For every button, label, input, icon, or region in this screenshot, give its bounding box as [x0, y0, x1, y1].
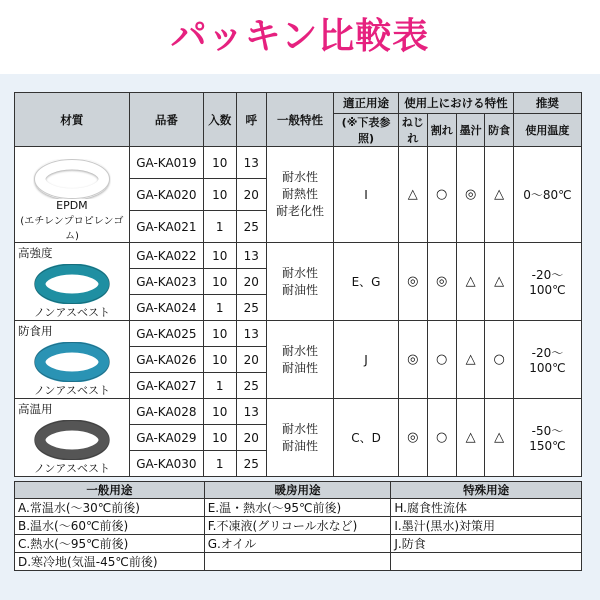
performance-rating: ○ [427, 399, 456, 477]
part-number: GA-KA028 [129, 399, 203, 425]
part-number: GA-KA022 [129, 243, 203, 269]
property-item: 耐水性 [281, 421, 318, 436]
usage-item: I.墨汁(黒水)対策用 [391, 517, 582, 535]
gasket-ring-image [33, 159, 111, 199]
nominal-size: 25 [236, 451, 266, 477]
material-name: ノンアスベスト [33, 462, 110, 475]
usage-item: D.寒冷地(気温-45℃前後) [15, 553, 205, 571]
performance-rating: △ [485, 147, 513, 243]
comparison-table [14, 92, 582, 477]
performance-rating: △ [485, 399, 513, 477]
quantity: 10 [203, 243, 236, 269]
header-qty: 入数 [203, 93, 236, 147]
quantity: 10 [203, 269, 236, 295]
general-properties [266, 243, 333, 321]
property-item: 耐水性 [281, 343, 318, 358]
performance-rating: △ [399, 147, 427, 243]
quantity: 10 [203, 347, 236, 373]
performance-rating: △ [456, 321, 484, 399]
nominal-size: 25 [236, 211, 266, 243]
suitable-usage: J [334, 321, 399, 399]
uses-header-special: 特殊用途 [391, 482, 582, 499]
performance-rating: ◎ [399, 321, 427, 399]
uses-header-heating: 暖房用途 [204, 482, 391, 499]
usage-item [391, 553, 582, 571]
performance-rating: ○ [485, 321, 513, 399]
header-material: 材質 [15, 93, 130, 147]
part-number: GA-KA026 [129, 347, 203, 373]
usage-item: H.腐食性流体 [391, 499, 582, 517]
header-perf-corrosion: 防食 [485, 114, 513, 147]
quantity: 10 [203, 147, 236, 179]
gasket-ring-image [33, 420, 111, 460]
general-properties [266, 147, 333, 243]
general-properties [266, 321, 333, 399]
part-number: GA-KA021 [129, 211, 203, 243]
table-row [15, 147, 582, 179]
header-perf-twist: ねじれ [399, 114, 427, 147]
table-row [15, 243, 582, 269]
performance-rating: ◎ [399, 399, 427, 477]
material-name: ノンアスベスト [33, 384, 110, 397]
material-cell [15, 147, 130, 243]
usage-item [204, 553, 391, 571]
table-row [15, 399, 582, 425]
uses-row [15, 499, 582, 517]
property-item: 耐老化性 [275, 204, 324, 218]
recommended-temperature: -20～100℃ [513, 243, 581, 321]
gasket-ring-image [33, 342, 111, 382]
recommended-temperature: 0～80℃ [513, 147, 581, 243]
usage-item: A.常温水(～30℃前後) [15, 499, 205, 517]
uses-header-general: 一般用途 [15, 482, 205, 499]
performance-rating: △ [456, 399, 484, 477]
uses-row [15, 553, 582, 571]
header-temp-1: 推奨 [513, 93, 581, 114]
header-perf-crack: 割れ [427, 114, 456, 147]
nominal-size: 13 [236, 399, 266, 425]
property-item: 耐水性 [281, 265, 318, 280]
quantity: 10 [203, 399, 236, 425]
nominal-size: 13 [236, 243, 266, 269]
header-perf-ink: 墨汁 [456, 114, 484, 147]
nominal-size: 20 [236, 269, 266, 295]
usage-item: F.不凍液(グリコール水など) [204, 517, 391, 535]
header-size: 呼 [236, 93, 266, 147]
nominal-size: 25 [236, 295, 266, 321]
page-title: パッキン比較表 [170, 15, 430, 57]
usage-legend-table [14, 481, 582, 571]
spacer [15, 147, 129, 151]
quantity: 1 [203, 211, 236, 243]
part-number: GA-KA019 [129, 147, 203, 179]
material-cell [15, 321, 130, 399]
material-name: EPDM [56, 199, 88, 212]
gasket-ring-image [33, 264, 111, 304]
header-props: 一般特性 [266, 93, 333, 147]
general-properties [266, 399, 333, 477]
header-usage: 適正用途 [334, 93, 399, 114]
usage-item: G.オイル [204, 535, 391, 553]
quantity: 10 [203, 179, 236, 211]
recommended-temperature: -20～100℃ [513, 321, 581, 399]
nominal-size: 20 [236, 179, 266, 211]
uses-row [15, 517, 582, 535]
suitable-usage: C、D [334, 399, 399, 477]
part-number: GA-KA027 [129, 373, 203, 399]
part-number: GA-KA029 [129, 425, 203, 451]
material-label: 高温用 [18, 402, 53, 416]
performance-rating: ◎ [456, 147, 484, 243]
quantity: 1 [203, 451, 236, 477]
part-number: GA-KA030 [129, 451, 203, 477]
table-row [15, 321, 582, 347]
performance-rating: △ [485, 243, 513, 321]
quantity: 1 [203, 373, 236, 399]
performance-rating: ◎ [427, 243, 456, 321]
suitable-usage: E、G [334, 243, 399, 321]
property-item: 耐水性 [281, 170, 318, 184]
recommended-temperature: -50～150℃ [513, 399, 581, 477]
material-label: 高強度 [18, 246, 53, 260]
property-item: 耐熱性 [281, 187, 318, 201]
header-perf: 使用上における特性 [399, 93, 514, 114]
usage-item: C.熱水(～95℃前後) [15, 535, 205, 553]
suitable-usage: I [334, 147, 399, 243]
nominal-size: 25 [236, 373, 266, 399]
performance-rating: △ [456, 243, 484, 321]
part-number: GA-KA024 [129, 295, 203, 321]
nominal-size: 13 [236, 321, 266, 347]
header-temp-2: 使用温度 [513, 114, 581, 147]
property-item: 耐油性 [281, 360, 318, 375]
part-number: GA-KA023 [129, 269, 203, 295]
quantity: 10 [203, 321, 236, 347]
usage-item: J.防食 [391, 535, 582, 553]
performance-rating: ○ [427, 321, 456, 399]
material-name: ノンアスベスト [33, 306, 110, 319]
property-item: 耐油性 [281, 438, 318, 453]
nominal-size: 20 [236, 347, 266, 373]
property-item: 耐油性 [281, 282, 318, 297]
uses-row [15, 535, 582, 553]
material-cell [15, 243, 130, 321]
nominal-size: 13 [236, 147, 266, 179]
performance-rating: ○ [427, 147, 456, 243]
header-part-no: 品番 [129, 93, 203, 147]
nominal-size: 20 [236, 425, 266, 451]
usage-item: B.温水(～60℃前後) [15, 517, 205, 535]
performance-rating: ◎ [399, 243, 427, 321]
quantity: 1 [203, 295, 236, 321]
usage-item: E.温・熱水(～95℃前後) [204, 499, 391, 517]
material-label: 防食用 [18, 324, 53, 338]
part-number: GA-KA020 [129, 179, 203, 211]
quantity: 10 [203, 425, 236, 451]
material-cell [15, 399, 130, 477]
material-name-detail: (エチレンプロピレンゴム) [20, 216, 124, 242]
header-usage-note: (※下表参照) [334, 114, 399, 147]
part-number: GA-KA025 [129, 321, 203, 347]
